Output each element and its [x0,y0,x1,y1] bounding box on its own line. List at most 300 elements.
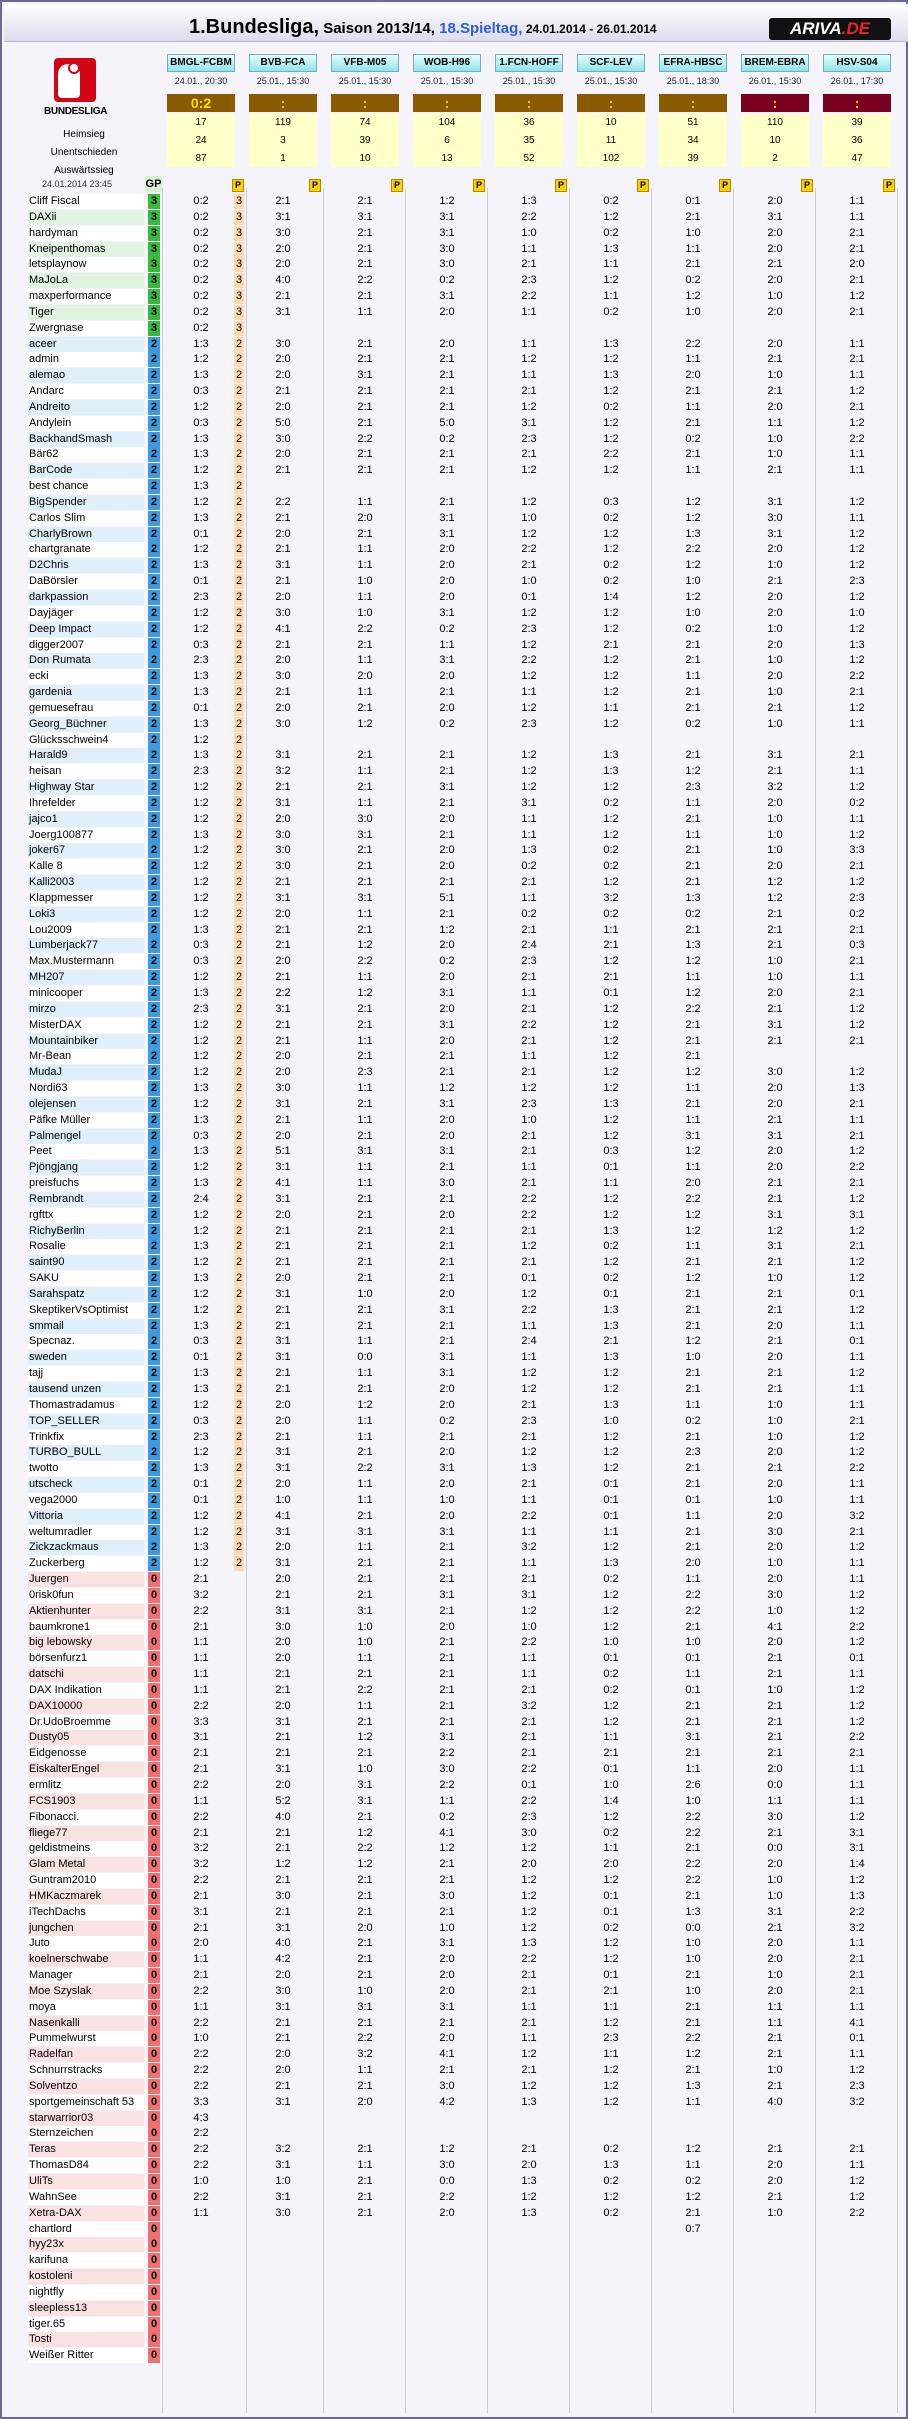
player-name[interactable]: Tosti [28,2332,144,2347]
player-name[interactable]: Trinkfix [28,1430,144,1445]
tip-cell: 3:1 [275,2190,291,2203]
player-name[interactable]: UliTs [28,2174,144,2189]
tip-cell: 2:2 [357,955,373,968]
player-name[interactable]: Päfke Müller [28,1113,144,1128]
player-name[interactable]: Manager [28,1968,144,1983]
match-code[interactable]: BVB-FCA [249,54,317,72]
bundesliga-logo [44,58,108,130]
table-row [2,1604,908,1620]
player-name[interactable]: Kalle 8 [28,859,144,874]
gp-value: 2 [148,337,160,352]
round-points: 2 [235,1161,243,1174]
round-points: 2 [235,1557,243,1570]
player-name[interactable]: datschi [28,1667,144,1682]
player-name[interactable]: twotto [28,1461,144,1476]
player-name[interactable]: Xetra-DAX [28,2206,144,2221]
heim-count: 39 [851,117,863,128]
tip-cell: 1:1 [521,812,537,825]
player-name[interactable]: best chance [28,479,144,494]
round-points: 2 [235,369,243,382]
player-name[interactable]: 0risk0fun [28,1588,144,1603]
tip-cell: 1:0 [357,1636,373,1649]
tip-cell: 0:3 [193,1414,209,1427]
table-row [2,1018,908,1034]
player-name[interactable]: Klappmesser [28,891,144,906]
player-name[interactable]: börsenfurz1 [28,1651,144,1666]
tip-cell: 2:0 [439,1208,455,1221]
tip-cell: 2:0 [275,907,291,920]
tip-cell: 3:1 [357,1525,373,1538]
player-name[interactable]: moya [28,2000,144,2015]
player-name[interactable]: Kalli2003 [28,875,144,890]
player-name[interactable]: Zickzackmaus [28,1540,144,1555]
tip-cell: 1:2 [603,1588,619,1601]
player-name[interactable]: Max.Mustermann [28,954,144,969]
player-name[interactable]: DAX10000 [28,1699,144,1714]
gp-value: 2 [148,495,160,510]
tip-cell: 2:1 [275,1240,291,1253]
player-name[interactable]: Lumberjack77 [28,938,144,953]
player-name[interactable]: Guntram2010 [28,1873,144,1888]
gp-value: 0 [148,2269,160,2284]
player-name[interactable]: Loki3 [28,907,144,922]
player-name[interactable]: Specnaz. [28,1334,144,1349]
tip-cell: 0:2 [193,195,209,207]
points-header-5[interactable]: P [555,179,567,192]
tip-cell: 1:2 [521,606,537,619]
player-name[interactable]: chartlord [28,2222,144,2237]
tip-cell: 2:1 [849,1747,865,1760]
tip-cell: 1:2 [193,400,209,413]
tip-cell: 1:2 [603,1383,619,1395]
tip-cell: 2:1 [357,1272,373,1285]
tip-cell: 1:0 [767,654,783,667]
gp-value: 2 [148,1350,160,1365]
tip-cell: 3:1 [767,210,783,223]
player-name[interactable]: D2Chris [28,558,144,573]
player-name[interactable]: koelnerschwabe [28,1952,144,1967]
points-header-7[interactable]: P [719,179,731,192]
player-name[interactable]: baumkrone1 [28,1620,144,1635]
player-name[interactable]: ThomasD84 [28,2158,144,2173]
table-row [2,210,908,226]
tip-cell: 2:2 [685,2032,701,2045]
tip-cell: 2:3 [849,891,865,904]
round-points: 2 [235,1066,243,1079]
points-header-2[interactable]: P [309,179,321,192]
player-name[interactable]: Andarc [28,384,144,399]
gp-value: 2 [148,1129,160,1144]
player-name[interactable]: Andylein [28,416,144,431]
player-name[interactable]: Fibonacci. [28,1810,144,1825]
player-name[interactable]: DAXii [28,210,144,225]
tip-cell: 0:0 [439,2175,455,2187]
player-name[interactable]: saint90 [28,1255,144,1270]
player-name[interactable]: mirzo [28,1002,144,1017]
player-name[interactable]: jajco1 [28,812,144,827]
table-row [2,432,908,448]
player-name[interactable]: TURBO_BULL [28,1445,144,1460]
tip-cell: 1:1 [357,495,373,508]
player-name[interactable]: geldistmeins [28,1841,144,1856]
round-points: 2 [235,1192,243,1205]
player-name[interactable]: Bär62 [28,447,144,462]
tip-cell: 3:1 [275,210,291,223]
player-name[interactable]: HMKaczmarek [28,1889,144,1904]
gp-value: 2 [148,938,160,953]
tip-cell: 1:0 [767,1398,783,1411]
player-name[interactable]: TOP_SELLER [28,1414,144,1429]
player-name[interactable]: MaJoLa [28,273,144,288]
player-name[interactable]: WahnSee [28,2190,144,2205]
tip-cell: 1:2 [849,1604,865,1617]
player-name[interactable]: Zwergnase [28,321,144,336]
player-name[interactable]: Eidgenosse [28,1746,144,1761]
table-row [2,1778,908,1794]
points-header-4[interactable]: P [473,179,485,192]
tip-cell: 1:1 [357,1493,373,1506]
player-name[interactable]: Cliff Fiscal [28,194,144,209]
brand-tld: .DE [841,19,870,38]
match-code[interactable]: EFRA-HBSC [659,54,727,72]
player-name[interactable]: jungchen [28,1921,144,1936]
match-code[interactable]: BMGL-FCBM [167,54,235,72]
tip-cell: 2:0 [275,1636,291,1649]
player-name[interactable]: Glücksschwein4 [28,733,144,748]
player-name[interactable]: Dr.UdoBroemme [28,1715,144,1730]
tip-cell: 2:1 [767,1002,783,1015]
player-name[interactable]: Teras [28,2142,144,2157]
tip-cell: 3:1 [275,1002,291,1015]
player-name[interactable]: BackhandSmash [28,432,144,447]
player-name[interactable]: Sternzeichen [28,2126,144,2141]
player-name[interactable]: Carlos Slim [28,511,144,526]
tip-cell: 1:2 [685,511,701,524]
tip-cell: 2:0 [275,701,291,714]
player-name[interactable]: FCS1903 [28,1794,144,1809]
tip-cell: 2:0 [439,1984,455,1997]
tip-cell: 1:1 [849,2048,865,2061]
match-code[interactable]: VFB-M05 [331,54,399,72]
table-row [2,1556,908,1572]
player-name[interactable]: darkpassion [28,590,144,605]
player-name[interactable]: hardyman [28,226,144,241]
gp-value: 2 [148,622,160,637]
tip-cell: 3:1 [849,1208,865,1221]
tip-cell: 1:1 [849,1319,865,1332]
tip-cell: 2:2 [685,1002,701,1015]
tip-cell: 2:0 [439,591,455,603]
tip-cell: 2:1 [275,939,291,952]
tip-cell: 0:2 [603,575,619,588]
player-name[interactable]: sweden [28,1350,144,1365]
player-name[interactable]: DAX Indikation [28,1683,144,1698]
table-row [2,1635,908,1651]
tip-cell: 1:2 [603,781,619,794]
player-name[interactable]: ecki [28,669,144,684]
table-row [2,1319,908,1335]
gp-value: 2 [148,1509,160,1524]
tip-cell: 2:1 [193,1921,209,1934]
match-code[interactable]: BREM-EBRA [741,54,809,72]
tip-cell: 1:2 [849,1145,865,1158]
player-name[interactable]: Harald9 [28,748,144,763]
player-name[interactable]: chartgranate [28,542,144,557]
tip-cell: 2:1 [767,1747,783,1760]
tip-cell: 0:0 [767,1842,783,1855]
player-name[interactable]: CharlyBrown [28,527,144,542]
tip-cell: 1:1 [193,1668,209,1681]
player-name[interactable]: Georg_Büchner [28,717,144,732]
player-name[interactable]: iTechDachs [28,1905,144,1920]
tip-cell: 2:0 [275,1414,291,1427]
player-name[interactable]: RichyBerlin [28,1224,144,1239]
player-name[interactable]: Don Rumata [28,653,144,668]
player-name[interactable]: gemuesefrau [28,701,144,716]
table-row [2,1572,908,1588]
player-name[interactable]: alemao [28,368,144,383]
points-header-6[interactable]: P [637,179,649,192]
round-points: 3 [235,226,243,239]
player-name[interactable]: vega2000 [28,1493,144,1508]
player-name[interactable]: tausend unzen [28,1382,144,1397]
table-row [2,400,908,416]
tip-cell: 1:3 [193,749,209,762]
tip-cell: 1:1 [849,1557,865,1570]
tip-cell: 1:2 [603,670,619,683]
player-name[interactable]: Weißer Ritter [28,2348,144,2363]
tip-cell: 2:1 [439,1668,455,1681]
tip-cell: 1:3 [193,1272,209,1285]
tip-cell: 3:1 [275,1462,291,1475]
player-name[interactable]: Thomastradamus [28,1398,144,1413]
player-name[interactable]: aceer [28,337,144,352]
player-name[interactable]: Ihrefelder [28,796,144,811]
tip-cell: 2:0 [767,987,783,999]
player-name[interactable]: Andreito [28,400,144,415]
tip-cell: 1:1 [357,1161,373,1174]
tip-cell: 1:1 [357,1034,373,1047]
player-name[interactable]: olejensen [28,1097,144,1112]
ariva-logo[interactable] [769,18,891,40]
player-name[interactable]: MisterDAX [28,1018,144,1033]
player-name[interactable]: big lebowsky [28,1635,144,1650]
tip-cell: 2:1 [685,701,701,714]
player-name[interactable]: DaBörsler [28,574,144,589]
player-name[interactable]: Aktienhunter [28,1604,144,1619]
player-name[interactable]: Pummelwurst [28,2031,144,2046]
tip-cell: 1:1 [685,971,701,984]
player-name[interactable]: ermlitz [28,1778,144,1793]
tip-cell: 2:2 [193,2159,209,2172]
points-header-9[interactable]: P [883,179,895,192]
tip-cell: 2:1 [357,1256,373,1269]
player-name[interactable]: Juergen [28,1572,144,1587]
gp-value: 0 [148,2301,160,2316]
table-row [2,1129,908,1145]
player-name[interactable]: Kneipenthomas [28,242,144,257]
player-name[interactable]: BarCode [28,463,144,478]
player-name[interactable]: hyy23x [28,2237,144,2252]
points-header-8[interactable]: P [801,179,813,192]
player-name[interactable]: Rembrandt [28,1192,144,1207]
player-name[interactable]: MH207 [28,970,144,985]
player-name[interactable]: Schnurrstracks [28,2063,144,2078]
player-name[interactable]: gardenia [28,685,144,700]
tip-cell: 2:1 [767,939,783,952]
player-name[interactable]: kostoleni [28,2269,144,2284]
match-code[interactable]: SCF-LEV [577,54,645,72]
table-row [2,1208,908,1224]
tip-cell: 2:1 [439,1066,455,1079]
tip-cell: 4:1 [849,2016,865,2029]
player-name[interactable]: nightfly [28,2285,144,2300]
tip-cell: 0:1 [603,1652,619,1665]
tip-cell: 3:0 [767,511,783,524]
points-header-1[interactable]: P [232,179,244,192]
tip-cell: 1:0 [685,1953,701,1966]
info-label-unentschieden: Unentschieden [50,147,118,158]
table-row [2,2158,908,2174]
heim-count: 36 [523,117,535,128]
tip-cell: 1:2 [357,1731,373,1744]
tip-cell: 1:1 [357,1541,373,1554]
player-name[interactable]: Sarahspatz [28,1287,144,1302]
tip-cell: 0:2 [521,860,537,873]
player-name[interactable]: digger2007 [28,638,144,653]
tip-cell: 1:3 [193,1383,209,1395]
points-header-3[interactable]: P [391,179,403,192]
tip-cell: 1:0 [685,226,701,239]
player-name[interactable]: Joerg100877 [28,828,144,843]
player-name[interactable]: maxperformance [28,289,144,304]
player-name[interactable]: minicooper [28,986,144,1001]
player-name[interactable]: Mountainbiker [28,1034,144,1049]
player-name[interactable]: tiger.65 [28,2317,144,2332]
tip-cell: 2:2 [357,1462,373,1475]
tip-cell: 2:1 [357,1905,373,1918]
match-score: : [741,94,809,112]
table-row [2,1968,908,1984]
player-name[interactable]: joker67 [28,843,144,858]
player-name[interactable]: karifuna [28,2253,144,2268]
match-code[interactable]: WOB-H96 [413,54,481,72]
tip-cell: 1:0 [685,1636,701,1649]
tip-cell: 2:0 [439,1398,455,1411]
tip-cell: 1:4 [603,591,619,603]
player-name[interactable]: letsplaynow [28,257,144,272]
player-name[interactable]: smmail [28,1319,144,1334]
player-name[interactable]: SkeptikerVsOptimist [28,1303,144,1318]
table-row [2,1509,908,1525]
tip-cell: 1:2 [193,1446,209,1459]
tip-cell: 2:0 [275,400,291,413]
tip-cell: 5:1 [439,891,455,904]
tip-cell: 1:1 [849,195,865,207]
player-name[interactable]: Highway Star [28,780,144,795]
match-code[interactable]: HSV-S04 [823,54,891,72]
player-name[interactable]: MudaJ [28,1065,144,1080]
player-name[interactable]: Vittoria [28,1509,144,1524]
tip-cell: 1:1 [357,654,373,667]
player-name[interactable]: starwarrior03 [28,2111,144,2126]
gp-value: 2 [148,400,160,415]
tip-cell: 2:1 [521,1984,537,1997]
tip-cell: 1:2 [603,2079,619,2092]
tip-cell: 0:2 [603,2206,619,2219]
player-name[interactable]: admin [28,352,144,367]
player-name[interactable]: preisfuchs [28,1176,144,1191]
player-name[interactable]: sportgemeinschaft 53 [28,2095,144,2110]
player-name[interactable]: SAKU [28,1271,144,1286]
player-name[interactable]: Zuckerberg [28,1556,144,1571]
tip-cell: 0:0 [357,1351,373,1364]
player-name[interactable]: Dusty05 [28,1730,144,1745]
tip-cell: 1:2 [849,1224,865,1237]
player-name[interactable]: Nordi63 [28,1081,144,1096]
player-name[interactable]: Tiger [28,305,144,320]
player-name[interactable]: Solventzo [28,2079,144,2094]
tip-cell: 2:1 [521,1731,537,1744]
player-name[interactable]: Rosalie [28,1239,144,1254]
tip-cell: 2:2 [439,2190,455,2203]
player-name[interactable]: Deep Impact [28,622,144,637]
player-name[interactable]: fliege77 [28,1826,144,1841]
player-name[interactable]: Glam Metal [28,1857,144,1872]
player-name[interactable]: Palmengel [28,1129,144,1144]
tip-cell: 1:2 [685,559,701,572]
player-name[interactable]: BigSpender [28,495,144,510]
player-name[interactable]: Pjöngjang [28,1160,144,1175]
player-name[interactable]: EiskalterEngel [28,1762,144,1777]
table-row [2,859,908,875]
player-name[interactable]: sleepless13 [28,2301,144,2316]
player-name[interactable]: Radelfan [28,2047,144,2062]
gp-value: 0 [148,2016,160,2031]
gp-value: 2 [148,1208,160,1223]
player-name[interactable]: Lou2009 [28,923,144,938]
player-name[interactable]: Juto [28,1936,144,1951]
round-points: 2 [235,400,243,413]
player-name[interactable]: utscheck [28,1477,144,1492]
player-name[interactable]: Dayjäger [28,606,144,621]
table-row [2,1002,908,1018]
match-code[interactable]: 1.FCN-HOFF [495,54,563,72]
tip-cell: 2:0 [439,860,455,873]
player-name[interactable]: Mr-Bean [28,1049,144,1064]
player-name[interactable]: tajj [28,1366,144,1381]
tip-cell: 2:3 [521,622,537,635]
player-name[interactable]: Peet [28,1144,144,1159]
tip-cell: 1:2 [521,1383,537,1395]
tip-cell: 1:2 [849,495,865,508]
tip-cell: 0:1 [603,1509,619,1522]
player-name[interactable]: weltumradler [28,1525,144,1540]
tip-cell: 1:2 [849,1002,865,1015]
tip-cell: 2:0 [439,1620,455,1633]
player-name[interactable]: rgfttx [28,1208,144,1223]
player-name[interactable]: Moe Szyslak [28,1984,144,1999]
tip-cell: 2:1 [439,828,455,841]
tip-cell: 2:1 [849,1953,865,1966]
player-name[interactable]: heisan [28,764,144,779]
tip-cell: 3:1 [275,1335,291,1348]
round-points: 2 [235,765,243,778]
tip-cell: 2:1 [521,2016,537,2029]
gp-value: 2 [148,1398,160,1413]
player-name[interactable]: Nasenkalli [28,2016,144,2031]
tip-cell: 2:1 [357,353,373,366]
